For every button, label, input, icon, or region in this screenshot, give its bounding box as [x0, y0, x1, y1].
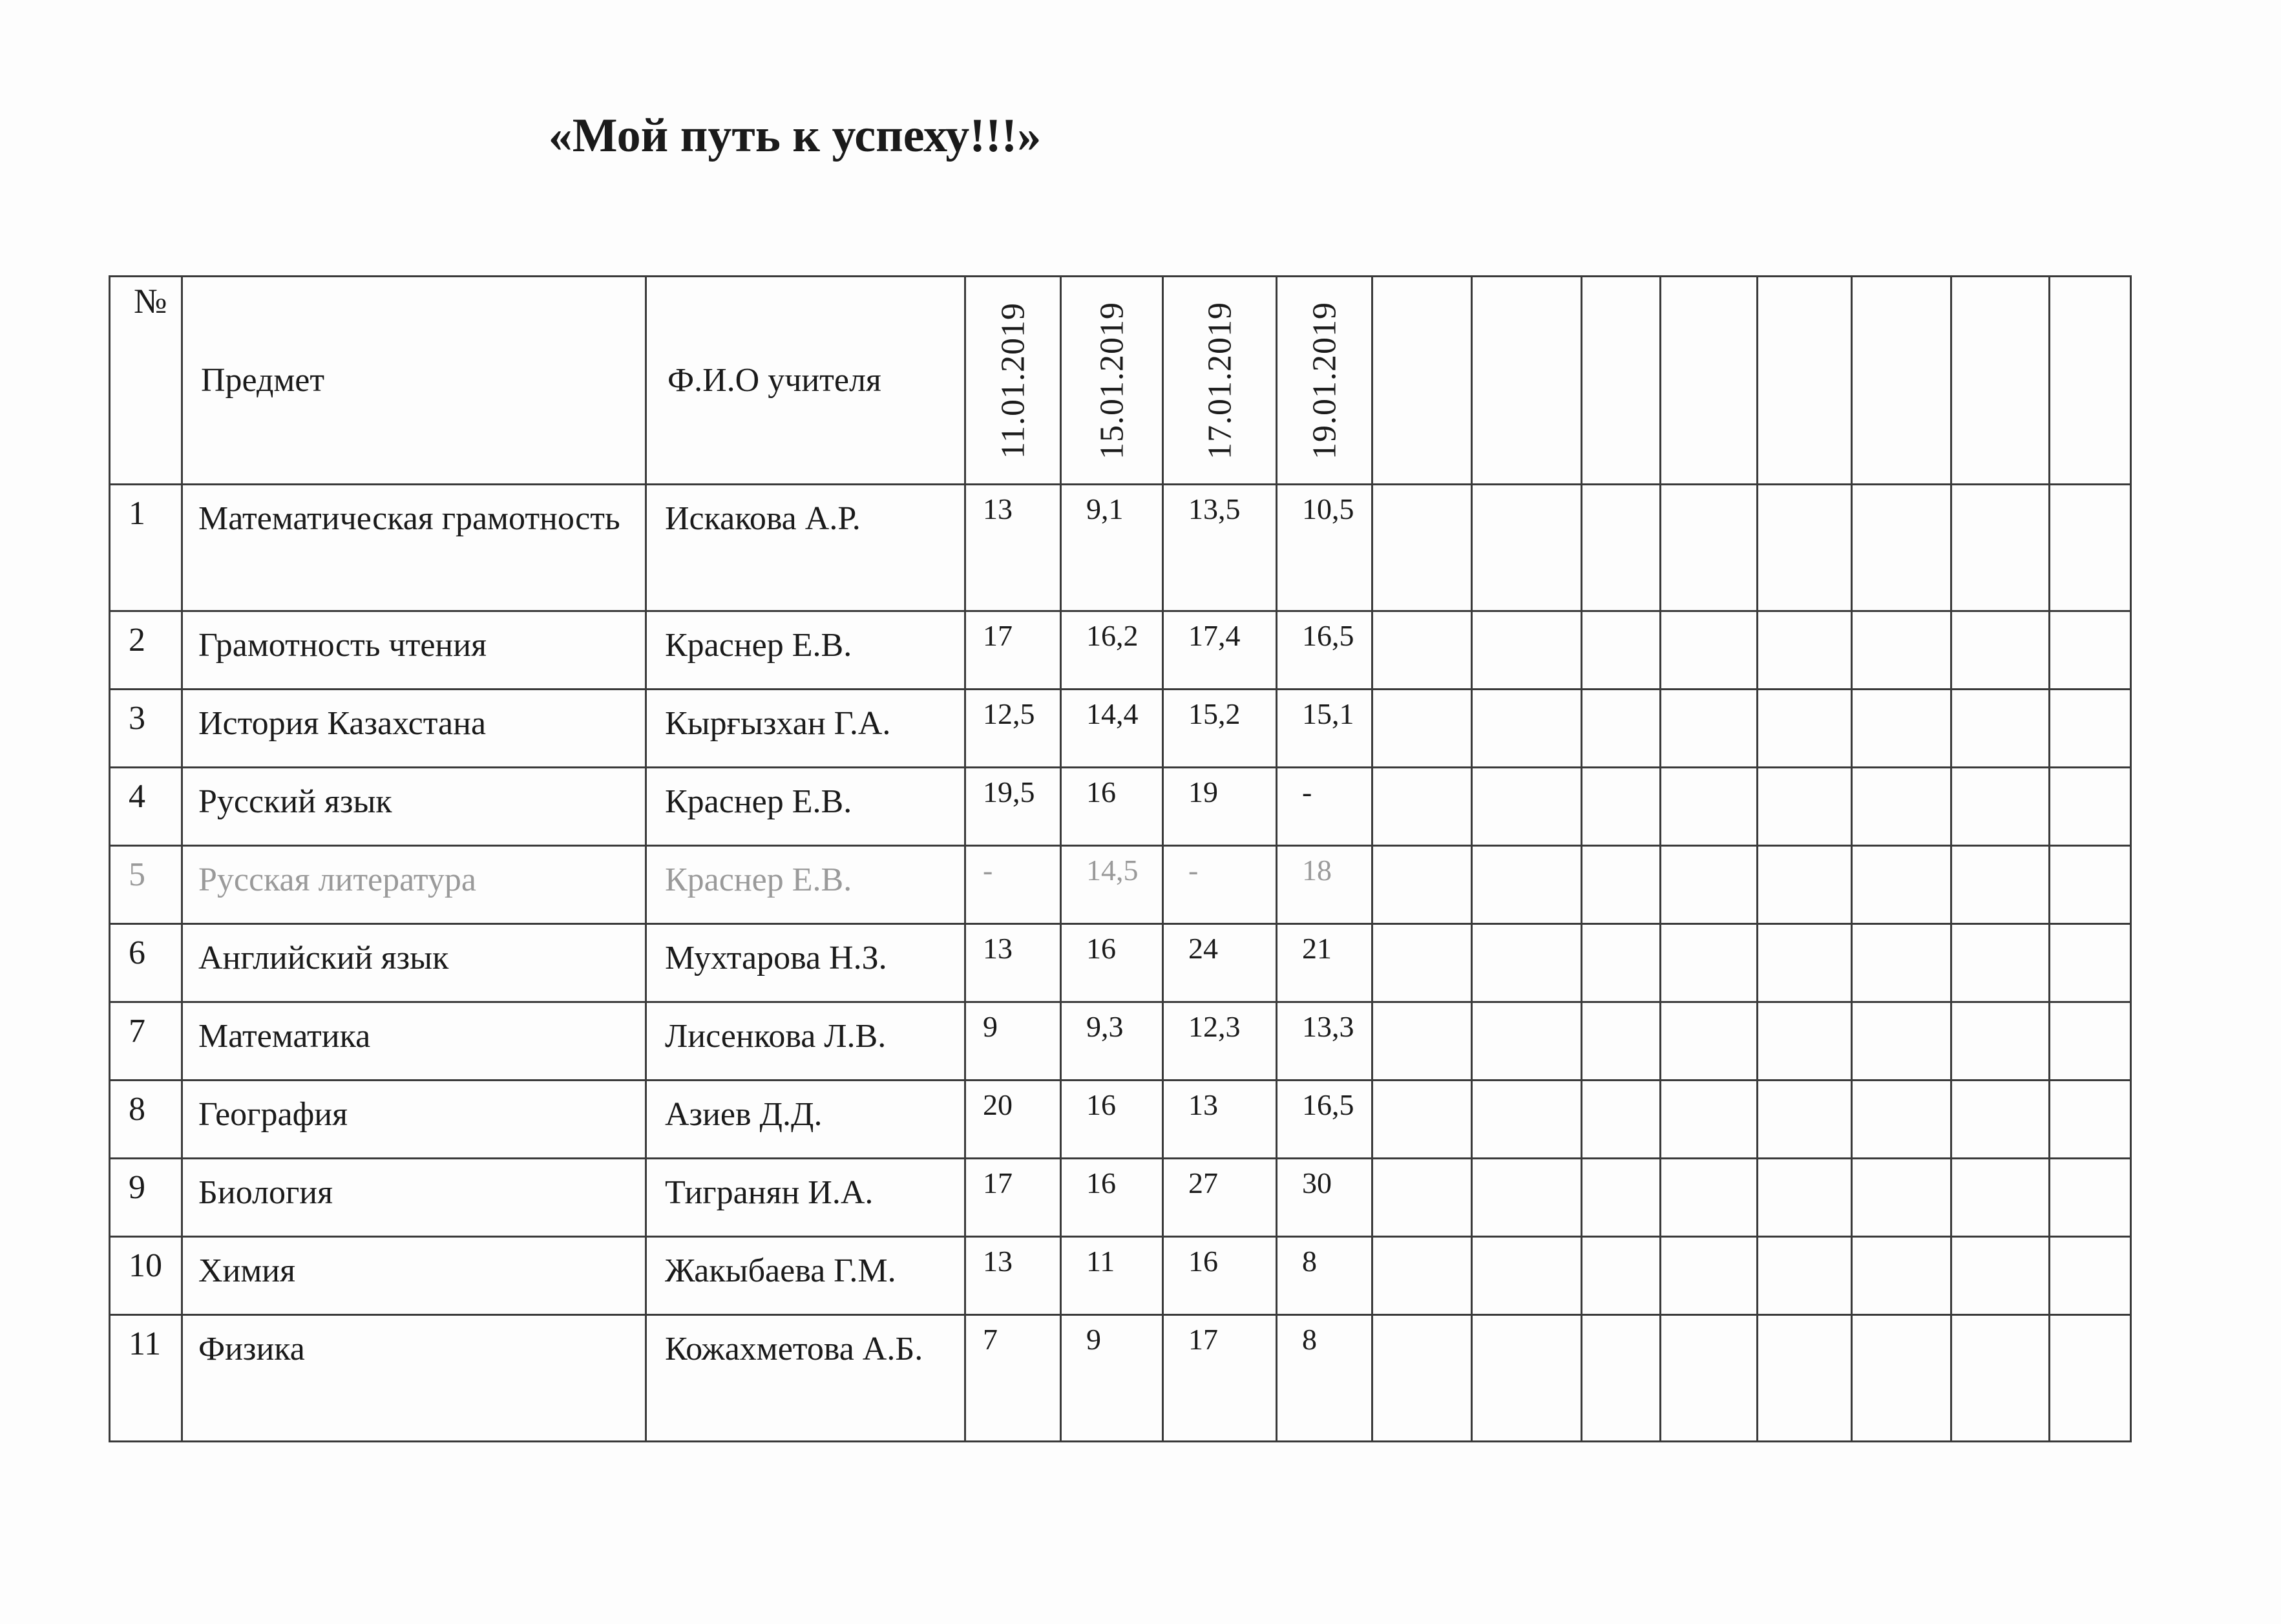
empty-cell	[1661, 611, 1758, 690]
empty-cell	[1661, 1081, 1758, 1159]
empty-cell	[1758, 485, 1852, 611]
teacher-cell: Лисенкова Л.В.	[646, 1002, 965, 1081]
empty-cell	[1661, 1315, 1758, 1442]
score-cell: 8	[1277, 1237, 1372, 1315]
table-row	[110, 1315, 2131, 1442]
empty-cell	[1582, 924, 1661, 1002]
empty-cell	[1758, 690, 1852, 768]
empty-cell	[1472, 1081, 1582, 1159]
page-title: «Мой путь к успеху!!!»	[548, 109, 1042, 162]
score-cell: 18	[1277, 846, 1372, 924]
subject-cell: География	[182, 1081, 646, 1159]
empty-cell	[1852, 1315, 1951, 1442]
table-row	[110, 1159, 2131, 1237]
empty-cell	[1852, 1081, 1951, 1159]
score-cell: 21	[1277, 924, 1372, 1002]
score-cell: 13	[1163, 1081, 1277, 1159]
score-cell: 16,5	[1277, 611, 1372, 690]
empty-cell	[1472, 485, 1582, 611]
header-date-4	[1277, 277, 1372, 485]
empty-cell	[1372, 1315, 1472, 1442]
score-cell: 16	[1061, 768, 1163, 846]
teacher-cell: Кырғызхан Г.А.	[646, 690, 965, 768]
empty-cell	[1852, 1002, 1951, 1081]
empty-cell	[2050, 1237, 2131, 1315]
score-cell: 9	[965, 1002, 1061, 1081]
header-num: №	[110, 277, 182, 485]
empty-cell	[1951, 1237, 2050, 1315]
score-cell: 9	[1061, 1315, 1163, 1442]
empty-cell	[1582, 690, 1661, 768]
header-date-2-label: 15.01.2019	[1093, 301, 1130, 459]
empty-cell	[1758, 768, 1852, 846]
empty-cell	[1582, 1315, 1661, 1442]
subject-cell: Английский язык	[182, 924, 646, 1002]
table-row	[110, 485, 2131, 611]
teacher-cell: Искакова А.Р.	[646, 485, 965, 611]
table-row	[110, 846, 2131, 924]
empty-cell	[1661, 924, 1758, 1002]
empty-cell	[1372, 924, 1472, 1002]
subject-cell: Химия	[182, 1237, 646, 1315]
empty-cell	[1472, 1315, 1582, 1442]
empty-cell	[2050, 924, 2131, 1002]
row-number: 11	[110, 1315, 182, 1442]
empty-cell	[1852, 1237, 1951, 1315]
empty-cell	[1951, 611, 2050, 690]
header-empty	[1472, 277, 1582, 485]
empty-cell	[1582, 611, 1661, 690]
empty-cell	[1472, 924, 1582, 1002]
empty-cell	[2050, 1002, 2131, 1081]
empty-cell	[1661, 1237, 1758, 1315]
score-cell: 16,2	[1061, 611, 1163, 690]
table-row	[110, 1237, 2131, 1315]
subject-cell: Грамотность чтения	[182, 611, 646, 690]
empty-cell	[1472, 611, 1582, 690]
empty-cell	[1582, 768, 1661, 846]
empty-cell	[1758, 1002, 1852, 1081]
empty-cell	[1582, 1159, 1661, 1237]
empty-cell	[1758, 1159, 1852, 1237]
score-cell: 15,2	[1163, 690, 1277, 768]
header-subject: Предмет	[182, 277, 646, 485]
score-cell: 19,5	[965, 768, 1061, 846]
score-cell: 30	[1277, 1159, 1372, 1237]
row-number: 3	[110, 690, 182, 768]
empty-cell	[1582, 846, 1661, 924]
header-date-1	[965, 277, 1061, 485]
row-number: 10	[110, 1237, 182, 1315]
teacher-cell: Кожахметова А.Б.	[646, 1315, 965, 1442]
empty-cell	[2050, 485, 2131, 611]
score-cell: 14,4	[1061, 690, 1163, 768]
score-cell: 10,5	[1277, 485, 1372, 611]
header-empty	[1582, 277, 1661, 485]
empty-cell	[1758, 846, 1852, 924]
empty-cell	[1472, 1237, 1582, 1315]
score-cell: 16	[1061, 1159, 1163, 1237]
header-date-3-label: 17.01.2019	[1201, 301, 1238, 459]
header-empty	[2050, 277, 2131, 485]
empty-cell	[1372, 485, 1472, 611]
score-cell: 16,5	[1277, 1081, 1372, 1159]
empty-cell	[1951, 768, 2050, 846]
empty-cell	[1661, 485, 1758, 611]
subject-cell: Физика	[182, 1315, 646, 1442]
empty-cell	[1951, 1315, 2050, 1442]
score-cell: -	[1277, 768, 1372, 846]
empty-cell	[1758, 1081, 1852, 1159]
empty-cell	[2050, 1315, 2131, 1442]
header-date-1-label: 11.01.2019	[994, 302, 1031, 459]
empty-cell	[1661, 846, 1758, 924]
empty-cell	[1372, 1002, 1472, 1081]
header-date-3	[1163, 277, 1277, 485]
teacher-cell: Тигранян И.А.	[646, 1159, 965, 1237]
score-cell: 13	[965, 924, 1061, 1002]
empty-cell	[1951, 846, 2050, 924]
subject-cell: Математика	[182, 1002, 646, 1081]
teacher-cell: Краснер Е.В.	[646, 768, 965, 846]
empty-cell	[1372, 846, 1472, 924]
score-cell: 17	[965, 1159, 1061, 1237]
row-number: 8	[110, 1081, 182, 1159]
score-cell: 16	[1163, 1237, 1277, 1315]
empty-cell	[1661, 1002, 1758, 1081]
row-number: 1	[110, 485, 182, 611]
score-cell: 12,5	[965, 690, 1061, 768]
score-cell: 9,1	[1061, 485, 1163, 611]
score-cell: 17	[1163, 1315, 1277, 1442]
empty-cell	[1951, 1081, 2050, 1159]
header-date-2	[1061, 277, 1163, 485]
score-cell: 11	[1061, 1237, 1163, 1315]
results-table	[109, 275, 2132, 1442]
teacher-cell: Мухтарова Н.З.	[646, 924, 965, 1002]
table-row	[110, 1002, 2131, 1081]
header-row	[110, 277, 2131, 485]
row-number: 6	[110, 924, 182, 1002]
score-cell: 15,1	[1277, 690, 1372, 768]
score-cell: 19	[1163, 768, 1277, 846]
score-cell: 27	[1163, 1159, 1277, 1237]
empty-cell	[1472, 846, 1582, 924]
score-cell: 13	[965, 485, 1061, 611]
empty-cell	[1372, 768, 1472, 846]
header-empty	[1661, 277, 1758, 485]
score-cell: 8	[1277, 1315, 1372, 1442]
score-cell: 24	[1163, 924, 1277, 1002]
table-row	[110, 690, 2131, 768]
teacher-cell: Жакыбаева Г.М.	[646, 1237, 965, 1315]
empty-cell	[1372, 1159, 1472, 1237]
empty-cell	[1582, 1081, 1661, 1159]
table-row	[110, 1081, 2131, 1159]
empty-cell	[1472, 1002, 1582, 1081]
teacher-cell: Азиев Д.Д.	[646, 1081, 965, 1159]
empty-cell	[1372, 611, 1472, 690]
empty-cell	[1582, 485, 1661, 611]
empty-cell	[1852, 611, 1951, 690]
header-empty	[1951, 277, 2050, 485]
score-cell: 17	[965, 611, 1061, 690]
header-empty	[1372, 277, 1472, 485]
subject-cell: Биология	[182, 1159, 646, 1237]
row-number: 5	[110, 846, 182, 924]
empty-cell	[1951, 1159, 2050, 1237]
empty-cell	[1852, 846, 1951, 924]
empty-cell	[2050, 611, 2131, 690]
header-teacher: Ф.И.О учителя	[646, 277, 965, 485]
header-empty	[1852, 277, 1951, 485]
header-date-4-label: 19.01.2019	[1306, 301, 1343, 459]
row-number: 7	[110, 1002, 182, 1081]
empty-cell	[1951, 1002, 2050, 1081]
empty-cell	[1852, 690, 1951, 768]
empty-cell	[2050, 690, 2131, 768]
empty-cell	[1951, 485, 2050, 611]
empty-cell	[2050, 1159, 2131, 1237]
score-cell: 13,3	[1277, 1002, 1372, 1081]
empty-cell	[1661, 768, 1758, 846]
row-number: 2	[110, 611, 182, 690]
empty-cell	[1582, 1237, 1661, 1315]
subject-cell: Математическая грамотность	[182, 485, 646, 611]
empty-cell	[2050, 768, 2131, 846]
score-cell: -	[965, 846, 1061, 924]
empty-cell	[1758, 924, 1852, 1002]
teacher-cell: Краснер Е.В.	[646, 846, 965, 924]
empty-cell	[1582, 1002, 1661, 1081]
empty-cell	[1951, 690, 2050, 768]
empty-cell	[1852, 1159, 1951, 1237]
row-number: 9	[110, 1159, 182, 1237]
empty-cell	[1372, 690, 1472, 768]
score-cell: 13	[965, 1237, 1061, 1315]
empty-cell	[1372, 1081, 1472, 1159]
score-cell: 20	[965, 1081, 1061, 1159]
empty-cell	[1951, 924, 2050, 1002]
empty-cell	[1852, 924, 1951, 1002]
score-cell: 9,3	[1061, 1002, 1163, 1081]
subject-cell: История Казахстана	[182, 690, 646, 768]
score-cell: 14,5	[1061, 846, 1163, 924]
score-cell: 16	[1061, 1081, 1163, 1159]
score-cell: 16	[1061, 924, 1163, 1002]
score-cell: 12,3	[1163, 1002, 1277, 1081]
score-cell: 7	[965, 1315, 1061, 1442]
row-number: 4	[110, 768, 182, 846]
table-row	[110, 924, 2131, 1002]
empty-cell	[1852, 768, 1951, 846]
score-cell: 17,4	[1163, 611, 1277, 690]
empty-cell	[1472, 1159, 1582, 1237]
teacher-cell: Краснер Е.В.	[646, 611, 965, 690]
score-cell: 13,5	[1163, 485, 1277, 611]
table-row	[110, 611, 2131, 690]
subject-cell: Русская литература	[182, 846, 646, 924]
empty-cell	[2050, 846, 2131, 924]
empty-cell	[1758, 1315, 1852, 1442]
empty-cell	[1661, 1159, 1758, 1237]
score-cell: -	[1163, 846, 1277, 924]
subject-cell: Русский язык	[182, 768, 646, 846]
empty-cell	[2050, 1081, 2131, 1159]
empty-cell	[1472, 768, 1582, 846]
header-empty	[1758, 277, 1852, 485]
table-row	[110, 768, 2131, 846]
empty-cell	[1852, 485, 1951, 611]
empty-cell	[1758, 611, 1852, 690]
empty-cell	[1758, 1237, 1852, 1315]
empty-cell	[1372, 1237, 1472, 1315]
empty-cell	[1661, 690, 1758, 768]
empty-cell	[1472, 690, 1582, 768]
